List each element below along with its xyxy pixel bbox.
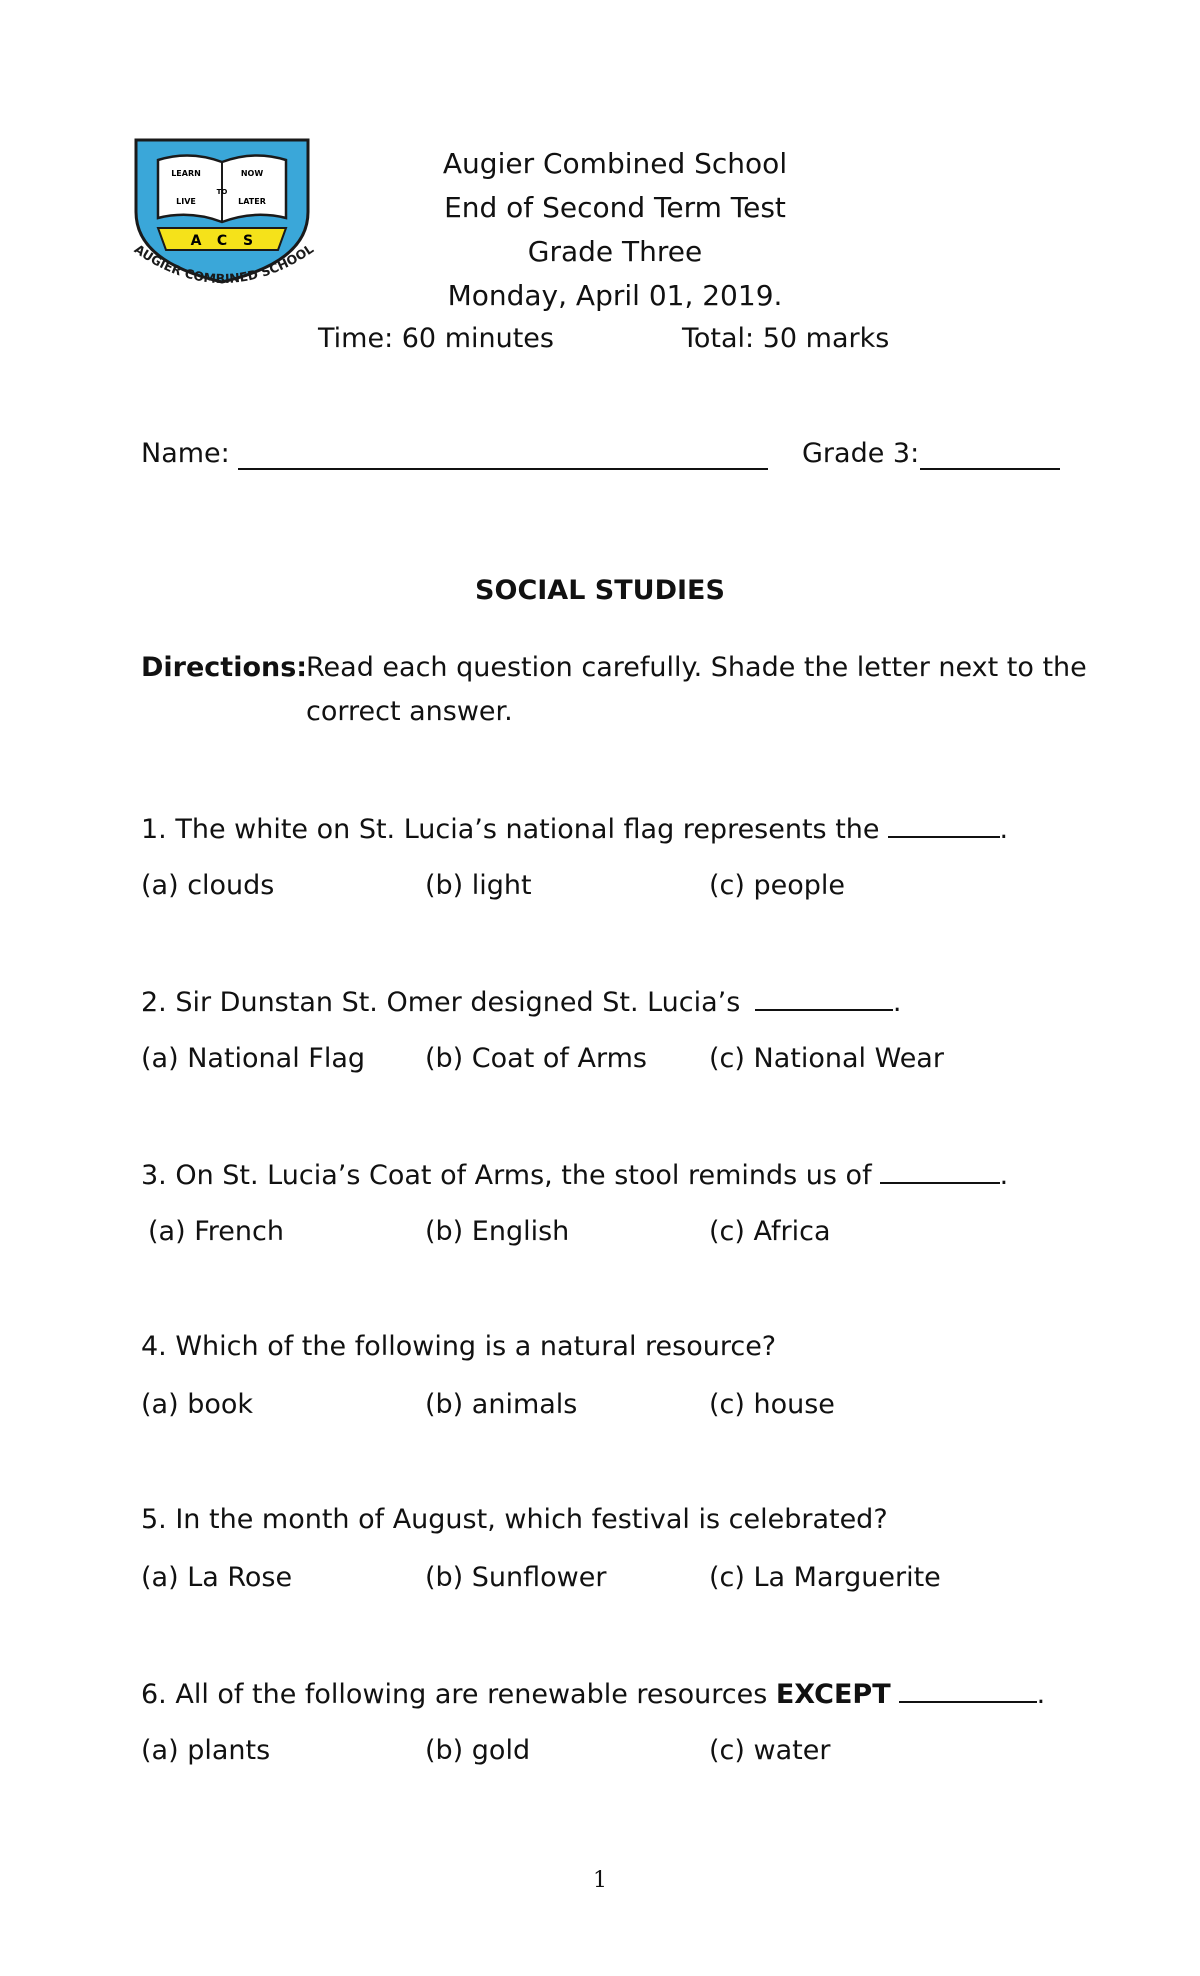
q6-option-b[interactable]: (b) gold — [425, 1735, 531, 1766]
directions-text-line1: Read each question carefully. Shade the letter next to the — [306, 652, 1087, 683]
question-3-text: 3. On St. Lucia’s Coat of Arms, the stool reminds us of — [141, 1160, 872, 1191]
svg-text:LIVE: LIVE — [176, 197, 196, 206]
question-5 — [141, 1504, 888, 1535]
q5-option-a[interactable]: (a) La Rose — [141, 1562, 293, 1593]
directions-label: Directions: — [141, 652, 308, 683]
q4-option-c[interactable]: (c) house — [709, 1389, 835, 1420]
q6-option-a[interactable]: (a) plants — [141, 1735, 271, 1766]
subject-title: SOCIAL STUDIES — [475, 575, 725, 606]
q1-option-b[interactable]: (b) light — [425, 870, 532, 901]
grade-label: Grade 3: — [802, 438, 920, 469]
q2-option-c[interactable]: (c) National Wear — [709, 1043, 944, 1074]
q4-option-b[interactable]: (b) animals — [425, 1389, 578, 1420]
svg-text:S: S — [242, 233, 254, 249]
svg-text:LATER: LATER — [238, 197, 266, 206]
school-crest-icon — [118, 132, 330, 302]
svg-text:C: C — [216, 233, 228, 249]
question-6: 6. All of the following are renewable resources EXCEPT . — [141, 1679, 1046, 1710]
svg-text:TO: TO — [216, 188, 228, 196]
q3-option-c[interactable]: (c) Africa — [709, 1216, 831, 1247]
q3-option-a[interactable]: (a) French — [148, 1216, 284, 1247]
q5-option-b[interactable]: (b) Sunflower — [425, 1562, 607, 1593]
question-2-blank — [755, 985, 893, 1011]
test-date: Monday, April 01, 2019. — [447, 279, 783, 312]
total-marks: Total: 50 marks — [682, 323, 890, 354]
time-allowed: Time: 60 minutes — [318, 323, 554, 354]
question-5-text: 5. In the month of August, which festival is celebrated? — [141, 1504, 888, 1535]
name-label: Name: — [141, 438, 230, 469]
svg-text:NOW: NOW — [240, 169, 264, 178]
question-3-blank — [880, 1158, 1000, 1184]
svg-text:A: A — [190, 233, 202, 249]
q5-option-c[interactable]: (c) La Marguerite — [709, 1562, 941, 1593]
question-1-text: 1. The white on St. Lucia’s national flag represents the — [141, 814, 880, 845]
name-field[interactable] — [238, 444, 768, 470]
grade-title: Grade Three — [527, 235, 703, 268]
q4-option-a[interactable]: (a) book — [141, 1389, 254, 1420]
school-logo — [118, 132, 330, 302]
question-3: 3. On St. Lucia’s Coat of Arms, the stool reminds us of . — [141, 1160, 1009, 1191]
school-name: Augier Combined School — [442, 147, 788, 180]
q3-option-b[interactable]: (b) English — [425, 1216, 570, 1247]
question-2: 2. Sir Dunstan St. Omer designed St. Lucia’s . — [141, 987, 902, 1018]
question-4 — [141, 1331, 776, 1362]
svg-text:LEARN: LEARN — [171, 169, 201, 178]
q1-option-a[interactable]: (a) clouds — [141, 870, 275, 901]
question-4-text: 4. Which of the following is a natural resource? — [141, 1331, 777, 1362]
question-6-text: 6. All of the following are renewable resources — [141, 1679, 768, 1710]
question-1-blank — [888, 812, 1000, 838]
question-2-text: 2. Sir Dunstan St. Omer designed St. Lucia’s — [141, 987, 749, 1018]
directions-text-line2: correct answer. — [306, 696, 513, 727]
question-1: 1. The white on St. Lucia’s national flag represents the . — [141, 814, 1009, 845]
q2-option-a[interactable]: (a) National Flag — [141, 1043, 366, 1074]
q1-option-c[interactable]: (c) people — [709, 870, 846, 901]
question-6-blank — [899, 1677, 1037, 1703]
grade-field[interactable] — [920, 444, 1060, 470]
question-6-emphasis: EXCEPT — [775, 1679, 891, 1710]
svg-text:AUGIER COMBINED SCHOOL: AUGIER COMBINED SCHOOL — [131, 241, 317, 287]
q6-option-c[interactable]: (c) water — [709, 1735, 831, 1766]
q2-option-b[interactable]: (b) Coat of Arms — [425, 1043, 647, 1074]
page-number: 1 — [593, 1868, 607, 1893]
test-title: End of Second Term Test — [444, 191, 786, 224]
